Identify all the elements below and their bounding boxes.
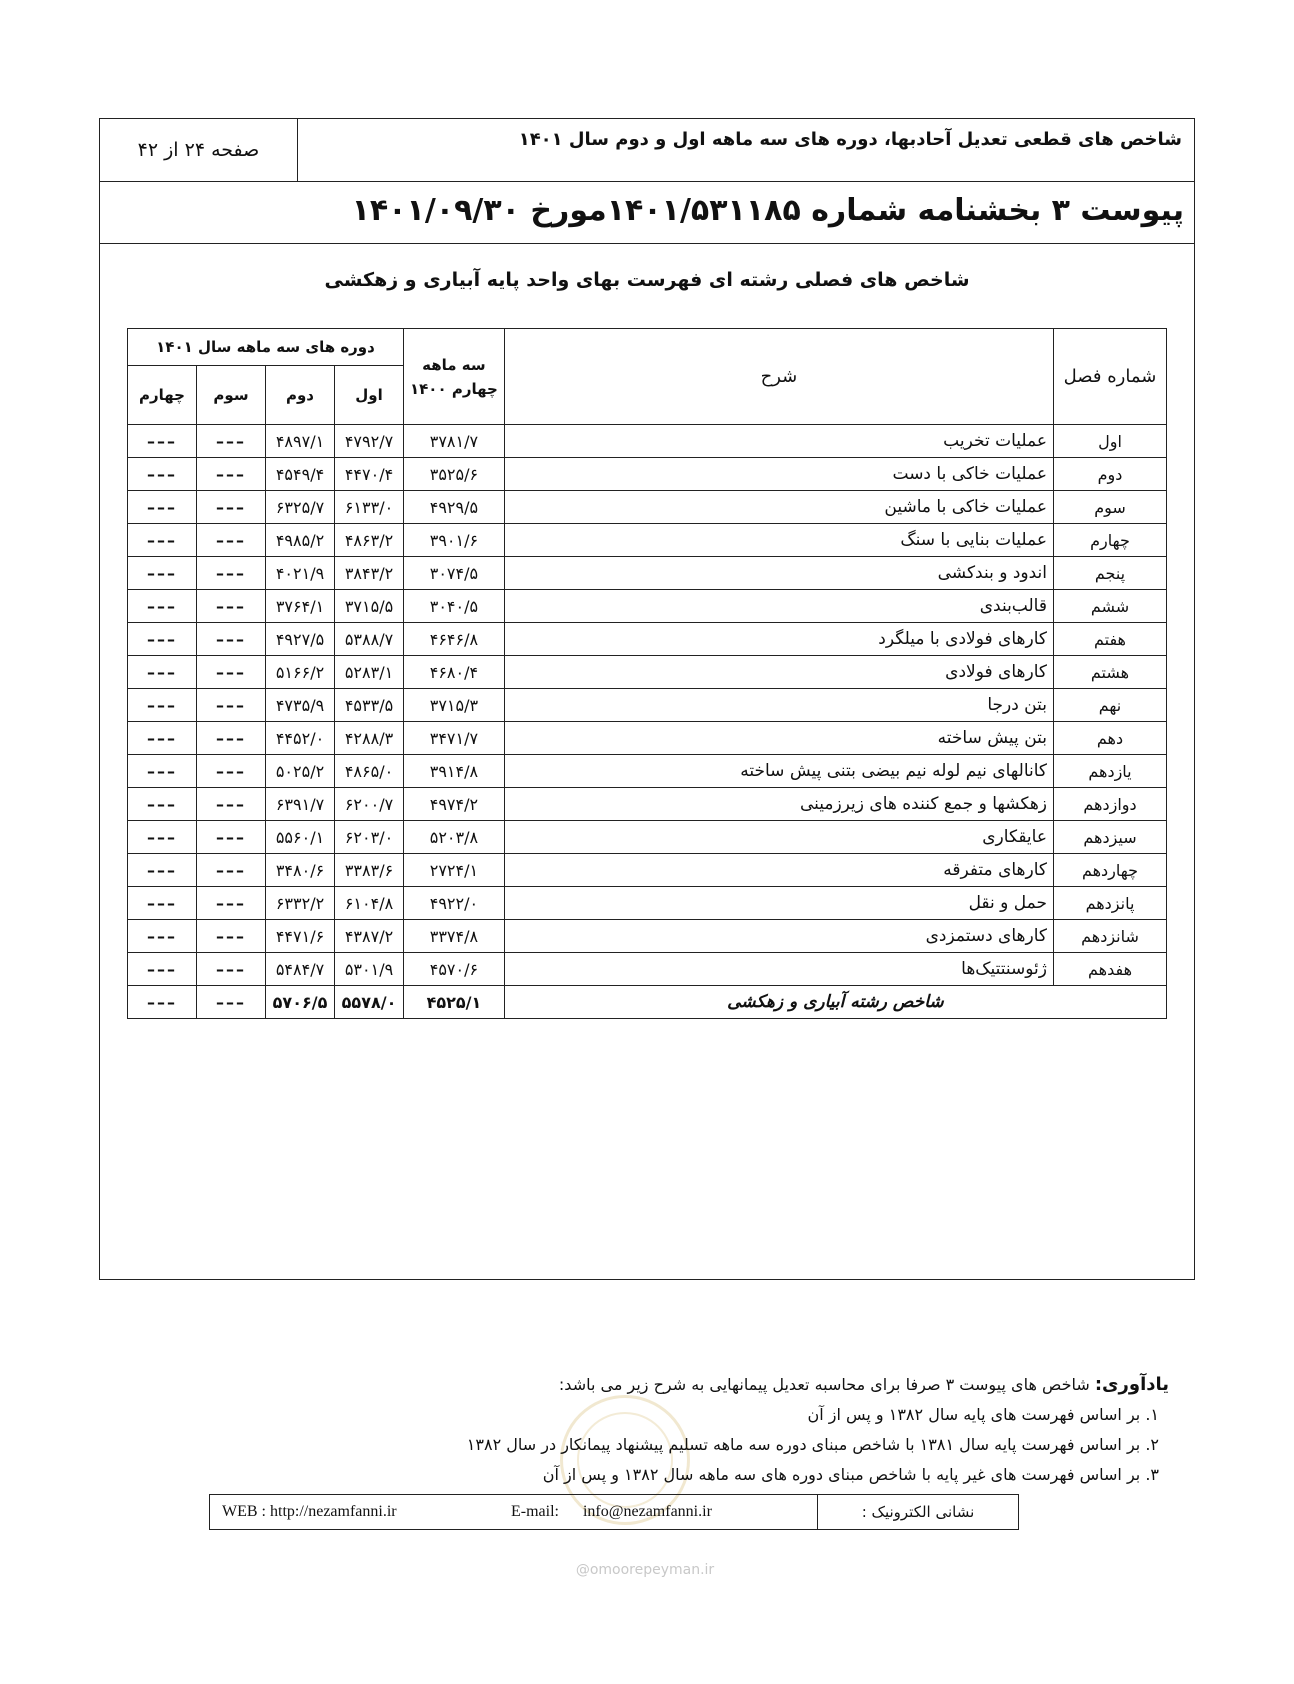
cell-q4: ––– (128, 590, 197, 623)
cell-q1: ۵۳۰۱/۹ (335, 953, 404, 986)
contact-box (209, 1494, 1019, 1530)
cell-q1: ۳۳۸۳/۶ (335, 854, 404, 887)
col-group-header: دوره های سه ماهه سال ۱۴۰۱ (128, 329, 404, 366)
col-q2-header: دوم (266, 366, 335, 425)
cell-desc: عایقکاری (504, 821, 1053, 854)
table-row (128, 920, 1167, 953)
email-block (487, 1495, 712, 1529)
header-subtitle: پیوست ۳ بخشنامه شماره ۱۴۰۱/۵۳۱۱۸۵مورخ ۱۴۰۱/۰۹/۳۰ (351, 193, 1184, 228)
cell-q1: ۶۱۰۴/۸ (335, 887, 404, 920)
section-title: شاخص های فصلی رشته ای فهرست بهای واحد پایه آبیاری و زهکشی (324, 269, 970, 291)
cell-q3: ––– (197, 425, 266, 458)
table-row (128, 491, 1167, 524)
cell-q1: ۵۳۸۸/۷ (335, 623, 404, 656)
cell-desc: عملیات بنایی با سنگ (504, 524, 1053, 557)
cell-q2: ۳۷۶۴/۱ (266, 590, 335, 623)
cell-q4: ––– (128, 557, 197, 590)
table-row (128, 821, 1167, 854)
cell-q1: ۴۴۷۰/۴ (335, 458, 404, 491)
cell-q4: ––– (128, 689, 197, 722)
page-number: صفحه ۲۴ از ۴۲ (100, 119, 298, 181)
cell-q2: ۴۸۹۷/۱ (266, 425, 335, 458)
cell-q2: ۶۳۳۲/۲ (266, 887, 335, 920)
cell-total-q2: ۵۷۰۶/۵ (266, 986, 335, 1019)
cell-q2: ۶۳۹۱/۷ (266, 788, 335, 821)
cell-q4: ––– (128, 887, 197, 920)
cell-q4: ––– (128, 821, 197, 854)
table-row (128, 557, 1167, 590)
table-row (128, 524, 1167, 557)
note-item: ۱. بر اساس فهرست های پایه سال ۱۳۸۲ و پس از آن (807, 1405, 1159, 1424)
cell-q4: ––– (128, 491, 197, 524)
cell-q2: ۴۴۷۱/۶ (266, 920, 335, 953)
cell-base: ۴۶۴۶/۸ (404, 623, 505, 656)
table-row (128, 656, 1167, 689)
cell-q4: ––– (128, 656, 197, 689)
index-table (127, 328, 1167, 1019)
cell-total-q1: ۵۵۷۸/۰ (335, 986, 404, 1019)
col-q3-header: سوم (197, 366, 266, 425)
cell-base: ۴۶۸۰/۴ (404, 656, 505, 689)
cell-chapter: دوم (1054, 458, 1167, 491)
cell-base: ۲۷۲۴/۱ (404, 854, 505, 887)
cell-chapter: پانزدهم (1054, 887, 1167, 920)
cell-q4: ––– (128, 524, 197, 557)
cell-q3: ––– (197, 953, 266, 986)
cell-chapter: سیزدهم (1054, 821, 1167, 854)
cell-q3: ––– (197, 755, 266, 788)
cell-desc: اندود و بندکشی (504, 557, 1053, 590)
cell-chapter: هفتم (1054, 623, 1167, 656)
watermark-text: @omoorepeyman.ir (575, 1562, 715, 1578)
cell-q1: ۵۲۸۳/۱ (335, 656, 404, 689)
cell-base: ۴۹۲۲/۰ (404, 887, 505, 920)
cell-desc: کانالهای نیم لوله نیم بیضی بتنی پیش ساخته (504, 755, 1053, 788)
cell-q4: ––– (128, 722, 197, 755)
cell-q3: ––– (197, 920, 266, 953)
cell-q1: ۶۱۳۳/۰ (335, 491, 404, 524)
cell-base: ۳۹۰۱/۶ (404, 524, 505, 557)
cell-base: ۳۵۲۵/۶ (404, 458, 505, 491)
total-row (128, 986, 1167, 1019)
email-label: E-mail: (511, 1503, 559, 1520)
cell-base: ۳۰۴۰/۵ (404, 590, 505, 623)
cell-q3: ––– (197, 887, 266, 920)
header-title: شاخص های قطعی تعدیل آحادبها، دوره های سه ماهه اول و دوم سال ۱۴۰۱ (518, 129, 1182, 150)
cell-desc: عملیات تخریب (504, 425, 1053, 458)
cell-total-base: ۴۵۲۵/۱ (404, 986, 505, 1019)
cell-desc: کارهای متفرقه (504, 854, 1053, 887)
col-q4-header: چهارم (128, 366, 197, 425)
cell-desc: کارهای دستمزدی (504, 920, 1053, 953)
cell-q2: ۴۹۲۷/۵ (266, 623, 335, 656)
cell-base: ۳۰۷۴/۵ (404, 557, 505, 590)
table-body (128, 425, 1167, 1019)
col-base-line1: سه ماهه (422, 355, 486, 374)
note-lead: یادآوری: (1094, 1374, 1169, 1395)
cell-q3: ––– (197, 557, 266, 590)
cell-q3: ––– (197, 623, 266, 656)
cell-base: ۴۵۷۰/۶ (404, 953, 505, 986)
table-row (128, 689, 1167, 722)
cell-chapter: چهارم (1054, 524, 1167, 557)
col-base-line2: چهارم ۱۴۰۰ (410, 379, 498, 398)
cell-q1: ۶۲۰۳/۰ (335, 821, 404, 854)
cell-base: ۳۳۷۴/۸ (404, 920, 505, 953)
note-item: ۳. بر اساس فهرست های غیر پایه با شاخص مبنای دوره های سه ماهه سال ۱۳۸۲ و پس از آن (542, 1465, 1159, 1484)
cell-q1: ۴۷۹۲/۷ (335, 425, 404, 458)
cell-desc: بتن پیش ساخته (504, 722, 1053, 755)
header-subtitle-row (100, 181, 1194, 244)
cell-chapter: چهاردهم (1054, 854, 1167, 887)
table-row (128, 788, 1167, 821)
cell-q3: ––– (197, 689, 266, 722)
cell-desc: ژئوسنتتیک‌ها (504, 953, 1053, 986)
cell-total-q3: ––– (197, 986, 266, 1019)
table-row (128, 623, 1167, 656)
cell-chapter: یازدهم (1054, 755, 1167, 788)
cell-q4: ––– (128, 458, 197, 491)
cell-q2: ۵۱۶۶/۲ (266, 656, 335, 689)
cell-q2: ۵۵۶۰/۱ (266, 821, 335, 854)
col-desc-header: شرح (504, 329, 1053, 425)
cell-base: ۴۹۲۹/۵ (404, 491, 505, 524)
cell-q2: ۵۴۸۴/۷ (266, 953, 335, 986)
cell-q3: ––– (197, 656, 266, 689)
cell-desc: بتن درجا (504, 689, 1053, 722)
cell-q1: ۴۲۸۸/۳ (335, 722, 404, 755)
cell-base: ۳۷۸۱/۷ (404, 425, 505, 458)
cell-chapter: اول (1054, 425, 1167, 458)
cell-q3: ––– (197, 458, 266, 491)
cell-q4: ––– (128, 920, 197, 953)
cell-q2: ۴۰۲۱/۹ (266, 557, 335, 590)
cell-total-desc: شاخص رشته آبیاری و زهکشی (504, 986, 1166, 1019)
cell-q1: ۶۲۰۰/۷ (335, 788, 404, 821)
cell-q1: ۴۸۶۳/۲ (335, 524, 404, 557)
web-link[interactable]: WEB : http://nezamfanni.ir (222, 1503, 397, 1520)
email-link[interactable]: info@nezamfanni.ir (582, 1503, 712, 1520)
cell-chapter: پنجم (1054, 557, 1167, 590)
table-row (128, 425, 1167, 458)
table-row (128, 887, 1167, 920)
cell-chapter: هشتم (1054, 656, 1167, 689)
cell-base: ۳۷۱۵/۳ (404, 689, 505, 722)
cell-q1: ۳۷۱۵/۵ (335, 590, 404, 623)
cell-desc: قالب‌بندی (504, 590, 1053, 623)
cell-chapter: دوازدهم (1054, 788, 1167, 821)
header-row (100, 119, 1194, 182)
cell-q3: ––– (197, 590, 266, 623)
col-base-header (404, 329, 505, 425)
document-frame (99, 118, 1195, 1280)
cell-chapter: نهم (1054, 689, 1167, 722)
cell-q1: ۴۵۳۳/۵ (335, 689, 404, 722)
cell-desc: کارهای فولادی با میلگرد (504, 623, 1053, 656)
cell-q4: ––– (128, 788, 197, 821)
table-row (128, 590, 1167, 623)
cell-base: ۳۹۱۴/۸ (404, 755, 505, 788)
cell-desc: عملیات خاکی با دست (504, 458, 1053, 491)
cell-q2: ۴۷۳۵/۹ (266, 689, 335, 722)
contact-label: نشانی الکترونیک : (817, 1495, 1018, 1529)
note-block (467, 1370, 1169, 1490)
cell-desc: زهکشها و جمع کننده های زیرزمینی (504, 788, 1053, 821)
cell-q3: ––– (197, 491, 266, 524)
cell-q3: ––– (197, 722, 266, 755)
table-row (128, 854, 1167, 887)
table-row (128, 458, 1167, 491)
cell-q3: ––– (197, 524, 266, 557)
cell-q2: ۳۴۸۰/۶ (266, 854, 335, 887)
cell-q2: ۴۵۴۹/۴ (266, 458, 335, 491)
cell-q2: ۴۹۸۵/۲ (266, 524, 335, 557)
table-row (128, 953, 1167, 986)
note-text: شاخص های پیوست ۳ صرفا برای محاسبه تعدیل پیمانهایی به شرح زیر می باشد: (558, 1375, 1095, 1394)
cell-total-q4: ––– (128, 986, 197, 1019)
cell-desc: کارهای فولادی (504, 656, 1053, 689)
note-item: ۲. بر اساس فهرست پایه سال ۱۳۸۱ با شاخص مبنای دوره سه ماهه تسلیم پیشنهاد پیمانکار در سال ۱۳۸۲ (466, 1435, 1159, 1454)
cell-q3: ––– (197, 854, 266, 887)
col-q1-header: اول (335, 366, 404, 425)
cell-q4: ––– (128, 425, 197, 458)
cell-q4: ––– (128, 755, 197, 788)
cell-q4: ––– (128, 623, 197, 656)
table-row (128, 722, 1167, 755)
cell-q1: ۳۸۴۳/۲ (335, 557, 404, 590)
cell-q3: ––– (197, 821, 266, 854)
cell-chapter: سوم (1054, 491, 1167, 524)
cell-q1: ۴۸۶۵/۰ (335, 755, 404, 788)
cell-desc: حمل و نقل (504, 887, 1053, 920)
cell-q4: ––– (128, 854, 197, 887)
cell-q1: ۴۳۸۷/۲ (335, 920, 404, 953)
cell-chapter: ششم (1054, 590, 1167, 623)
cell-q2: ۶۳۲۵/۷ (266, 491, 335, 524)
cell-base: ۳۴۷۱/۷ (404, 722, 505, 755)
cell-q3: ––– (197, 788, 266, 821)
cell-q4: ––– (128, 953, 197, 986)
cell-chapter: هفدهم (1054, 953, 1167, 986)
col-chapter-header: شماره فصل (1054, 329, 1167, 425)
cell-desc: عملیات خاکی با ماشین (504, 491, 1053, 524)
table-row (128, 755, 1167, 788)
cell-chapter: شانزدهم (1054, 920, 1167, 953)
cell-base: ۴۹۷۴/۲ (404, 788, 505, 821)
cell-q2: ۴۴۵۲/۰ (266, 722, 335, 755)
cell-base: ۵۲۰۳/۸ (404, 821, 505, 854)
cell-chapter: دهم (1054, 722, 1167, 755)
cell-q2: ۵۰۲۵/۲ (266, 755, 335, 788)
